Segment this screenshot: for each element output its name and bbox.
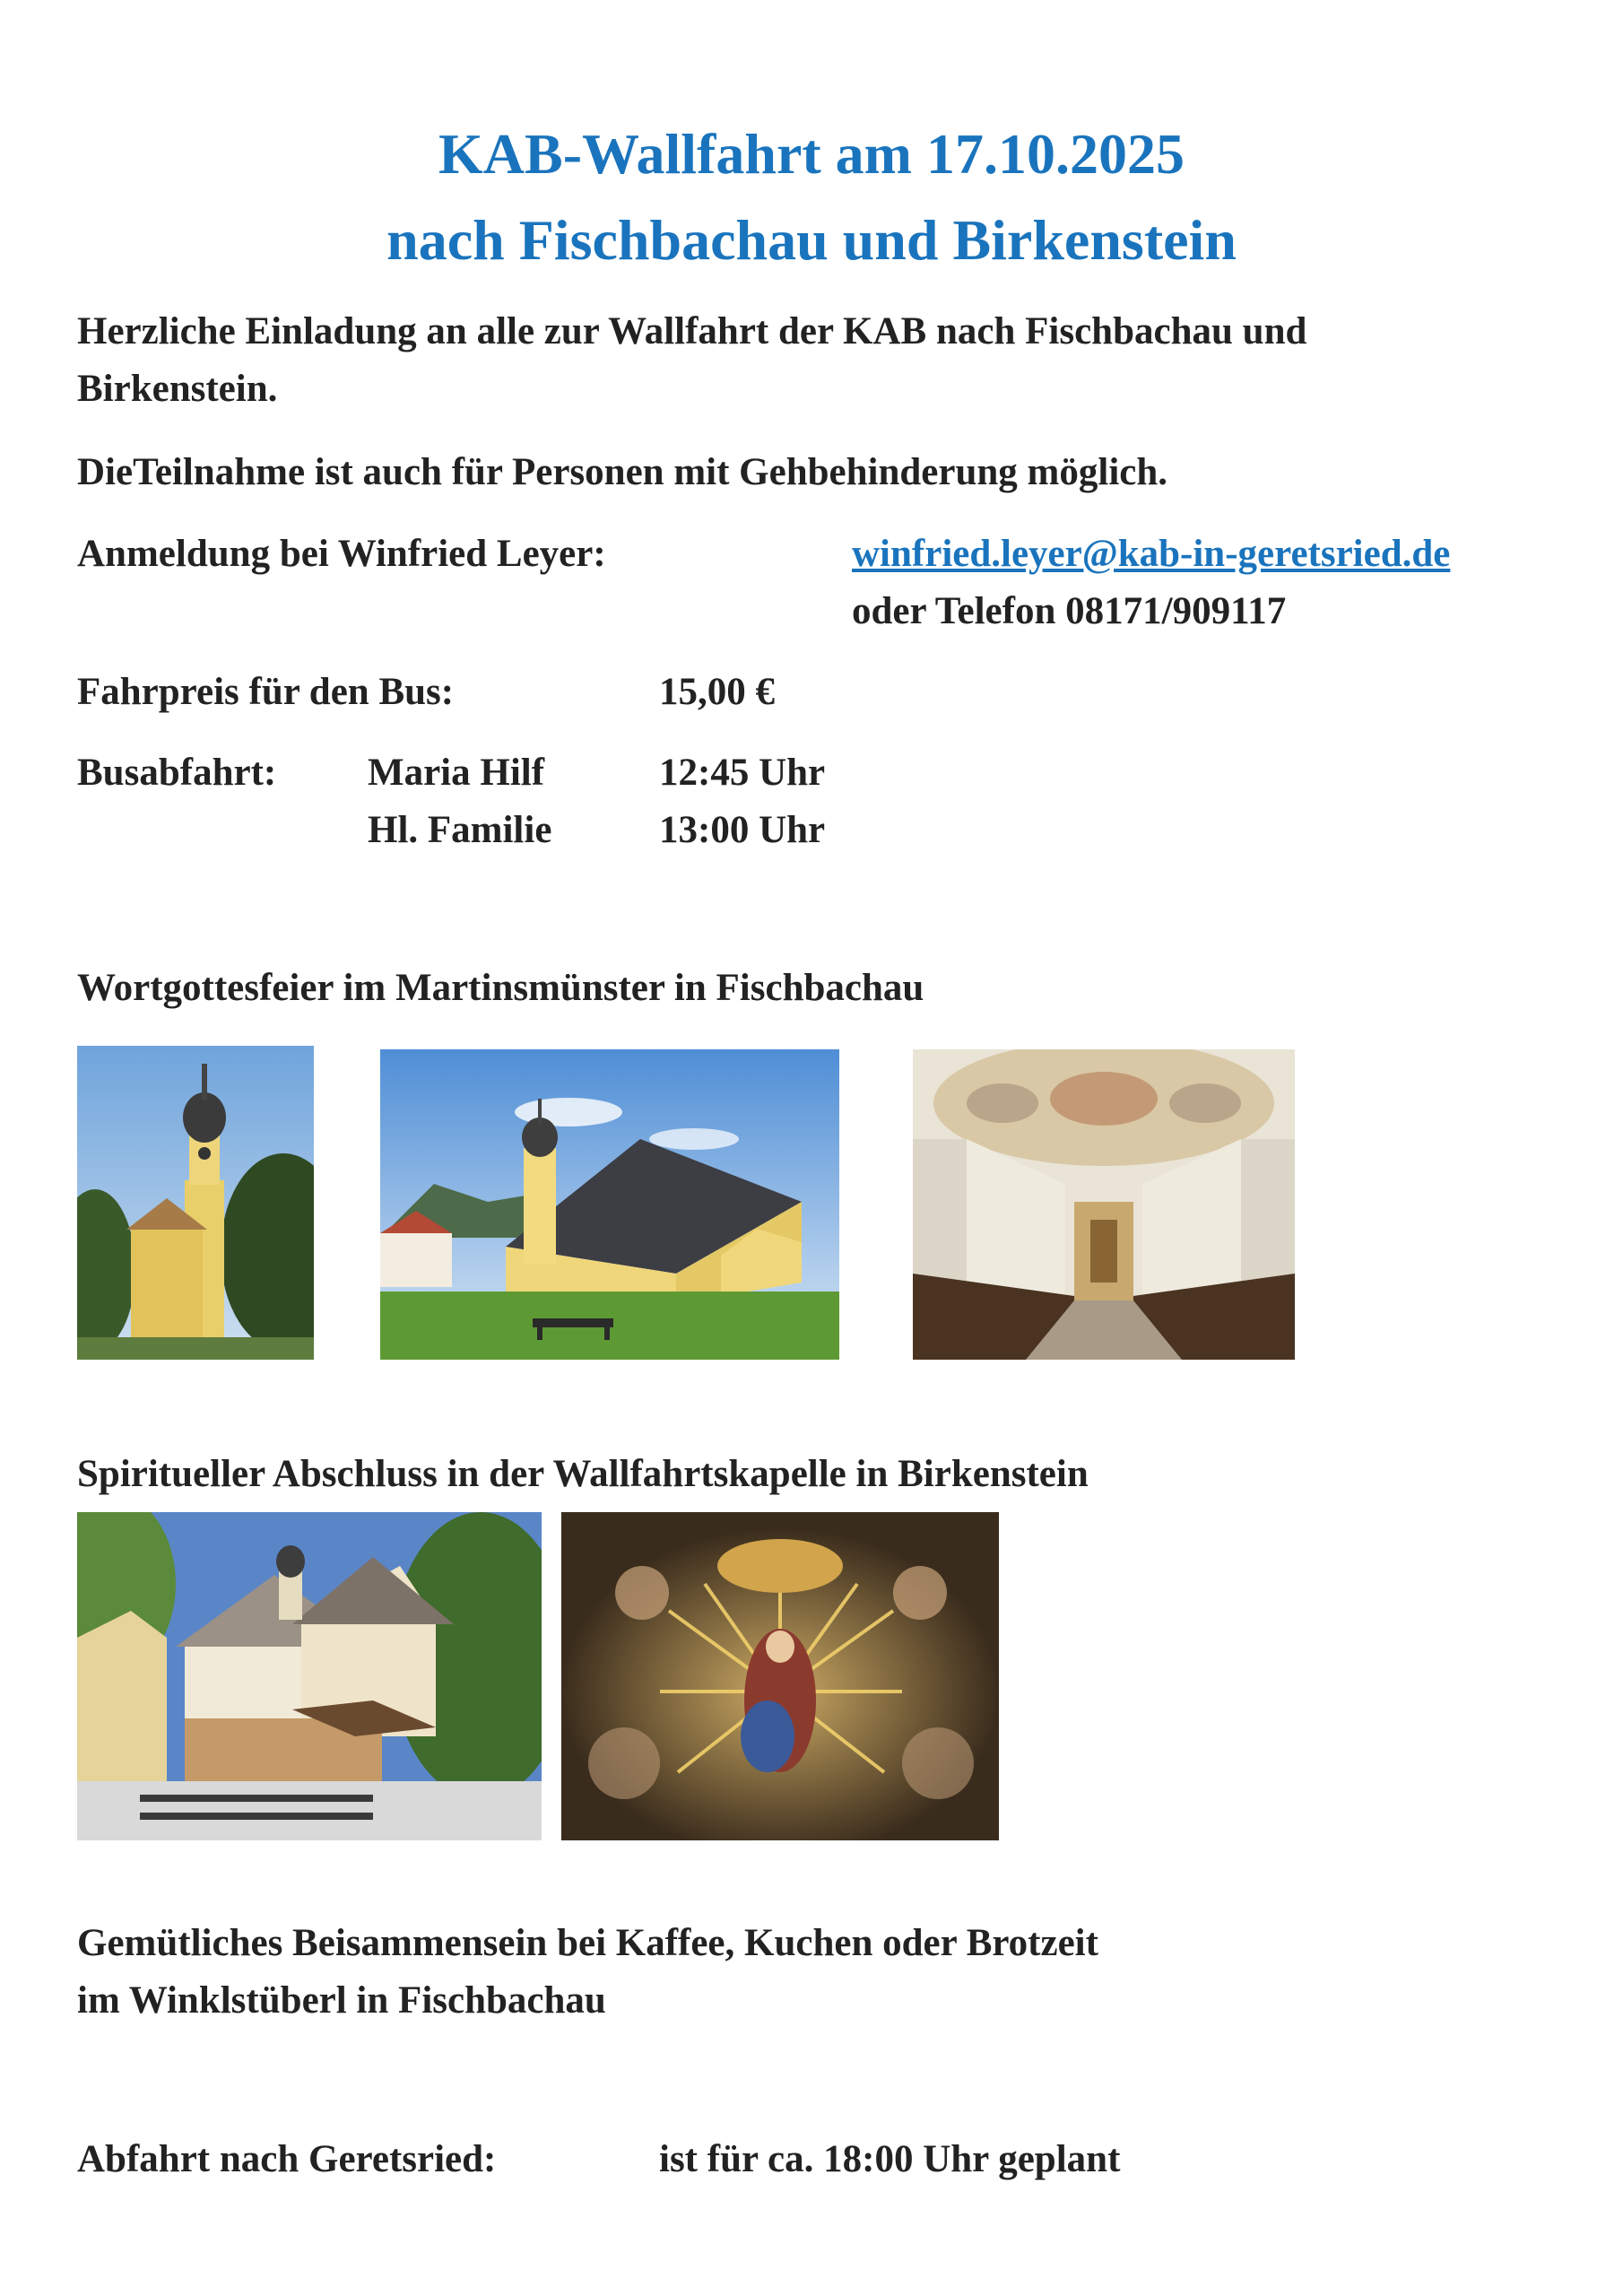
return-label: Abfahrt nach Geretsried: bbox=[77, 2138, 497, 2180]
church-tower-photo bbox=[77, 1046, 314, 1360]
altar-madonna-photo bbox=[561, 1512, 999, 1840]
gathering-line-1: Gemütliches Beisammensein bei Kaffee, Kuchen oder Brotzeit bbox=[77, 1922, 1098, 1964]
intro-line-1: Herzliche Einladung an alle zur Wallfahrt der KAB nach Fischbachau und bbox=[77, 310, 1307, 352]
return-time: ist für ca. 18:00 Uhr geplant bbox=[659, 2138, 1121, 2180]
departure-stop-place: Maria Hilf bbox=[368, 752, 545, 794]
departure-stop-place: Hl. Familie bbox=[368, 809, 552, 851]
section-heading-chapel: Spiritueller Abschluss in der Wallfahrtskapelle in Birkenstein bbox=[77, 1453, 1089, 1495]
fare-label: Fahrpreis für den Bus: bbox=[77, 671, 455, 713]
church-exterior-photo bbox=[380, 1049, 839, 1360]
registration-phone: oder Telefon 08171/909117 bbox=[852, 590, 1287, 632]
registration-email-link[interactable]: winfried.leyer@kab-in-geretsried.de bbox=[852, 533, 1451, 575]
accessibility-note: DieTeilnahme ist auch für Personen mit Gehbehinderung möglich. bbox=[77, 451, 1168, 493]
departure-label: Busabfahrt: bbox=[77, 752, 277, 794]
departure-stop-time: 13:00 Uhr bbox=[659, 809, 826, 851]
church-interior-photo bbox=[913, 1049, 1295, 1360]
departure-stop-time: 12:45 Uhr bbox=[659, 752, 826, 794]
chapel-exterior-photo bbox=[77, 1512, 542, 1840]
fare-price: 15,00 € bbox=[659, 671, 775, 713]
registration-label: Anmeldung bei Winfried Leyer: bbox=[77, 533, 606, 575]
page-subtitle: nach Fischbachau und Birkenstein bbox=[386, 208, 1237, 272]
intro-line-2: Birkenstein. bbox=[77, 368, 278, 410]
page-title: KAB-Wallfahrt am 17.10.2025 bbox=[438, 122, 1185, 186]
section-heading-mass: Wortgottesfeier im Martinsmünster in Fischbachau bbox=[77, 967, 924, 1009]
gathering-line-2: im Winklstüberl in Fischbachau bbox=[77, 1979, 606, 2022]
